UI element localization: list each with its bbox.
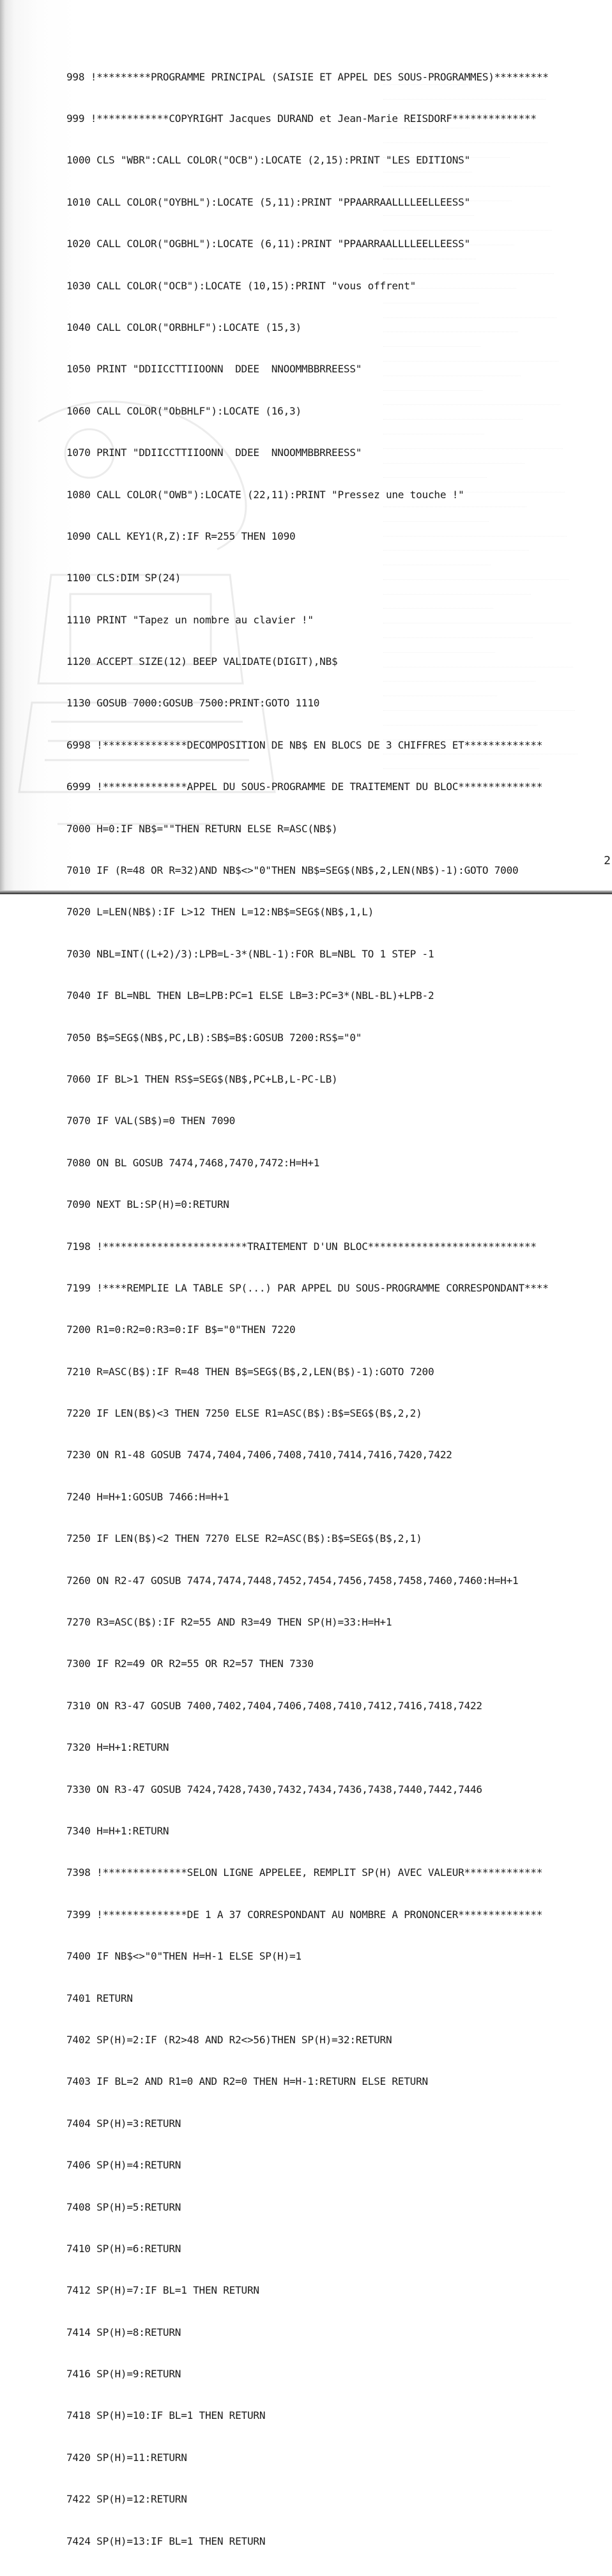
code-line: 1090 CALL KEY1(R,Z):IF R=255 THEN 1090 bbox=[66, 530, 296, 542]
code-line: 1030 CALL COLOR("OCB"):LOCATE (10,15):PRINT "vous offrent" bbox=[66, 279, 417, 292]
code-line: 7408 SP(H)=5:RETURN bbox=[66, 2200, 181, 2213]
page-number: 2 bbox=[604, 854, 611, 867]
code-line: 7410 SP(H)=6:RETURN bbox=[66, 2242, 181, 2255]
code-line: 7420 SP(H)=11:RETURN bbox=[66, 2451, 187, 2464]
scan-bottom-edge bbox=[0, 890, 612, 894]
code-line: 6998 !**************DECOMPOSITION DE NB$ EN BLOCS DE 3 CHIFFRES ET************* bbox=[66, 738, 543, 751]
code-line: 7300 IF R2=49 OR R2=55 OR R2=57 THEN 7330 bbox=[66, 1658, 314, 1670]
code-line: 7270 R3=ASC(B$):IF R2=55 AND R3=49 THEN SP(H)=33:H=H+1 bbox=[66, 1616, 392, 1629]
code-line: 7030 NBL=INT((L+2)/3):LPB=L-3*(NBL-1):FOR BL=NBL TO 1 STEP -1 bbox=[66, 947, 434, 960]
code-line: 7418 SP(H)=10:IF BL=1 THEN RETURN bbox=[66, 2409, 266, 2422]
code-line: 7230 ON R1-48 GOSUB 7474,7404,7406,7408,7410,7414,7416,7420,7422 bbox=[66, 1449, 452, 1461]
code-line: 7406 SP(H)=4:RETURN bbox=[66, 2159, 181, 2172]
code-line: 7402 SP(H)=2:IF (R2>48 AND R2<>56)THEN SP(H)=32:RETURN bbox=[66, 2033, 392, 2046]
code-line: 1020 CALL COLOR("OGBHL"):LOCATE (6,11):PRINT "PPAARRAALLLLEELLEESS" bbox=[66, 238, 470, 250]
code-line: 7060 IF BL>1 THEN RS$=SEG$(NB$,PC+LB,L-PC-LB) bbox=[66, 1072, 338, 1085]
code-line: 7220 IF LEN(B$)<3 THEN 7250 ELSE R1=ASC(B$):B$=SEG$(B$,2,2) bbox=[66, 1407, 422, 1420]
code-line: 1010 CALL COLOR("OYBHL"):LOCATE (5,11):PRINT "PPAARRAALLLLEELLEESS" bbox=[66, 195, 470, 208]
code-line: 7198 !************************TRAITEMENT D'UN BLOC**************************** bbox=[66, 1240, 537, 1253]
code-line: 1080 CALL COLOR("OWB"):LOCATE (22,11):PRINT "Pressez une touche !" bbox=[66, 488, 464, 501]
code-line: 1070 PRINT "DDIICCTTIIOONN DDEE NNOOMMBBRREESS" bbox=[66, 446, 362, 459]
code-line: 7403 IF BL=2 AND R1=0 AND R2=0 THEN H=H-1:RETURN ELSE RETURN bbox=[66, 2075, 428, 2088]
code-line: 1060 CALL COLOR("ObBHLF"):LOCATE (16,3) bbox=[66, 404, 302, 417]
code-line: 7050 B$=SEG$(NB$,PC,LB):SB$=B$:GOSUB 7200:RS$="0" bbox=[66, 1031, 362, 1044]
code-line: 6999 !**************APPEL DU SOUS-PROGRAMME DE TRAITEMENT DU BLOC************** bbox=[66, 781, 543, 793]
code-line: 7250 IF LEN(B$)<2 THEN 7270 ELSE R2=ASC(B$):B$=SEG$(B$,2,1) bbox=[66, 1532, 422, 1545]
code-line: 7200 R1=0:R2=0:R3=0:IF B$="0"THEN 7220 bbox=[66, 1323, 296, 1336]
code-line: 7416 SP(H)=9:RETURN bbox=[66, 2368, 181, 2381]
code-line: 7260 ON R2-47 GOSUB 7474,7474,7448,7452,7454,7456,7458,7458,7460,7460:H=H+1 bbox=[66, 1574, 519, 1587]
code-line: 7090 NEXT BL:SP(H)=0:RETURN bbox=[66, 1198, 229, 1211]
code-line: 7070 IF VAL(SB$)=0 THEN 7090 bbox=[66, 1115, 236, 1127]
code-line: 7020 L=LEN(NB$):IF L>12 THEN L=12:NB$=SEG$(NB$,1,L) bbox=[66, 906, 374, 918]
code-line: 7398 !**************SELON LIGNE APPELEE, REMPLIT SP(H) AVEC VALEUR************* bbox=[66, 1866, 543, 1879]
code-line: 7000 H=0:IF NB$=""THEN RETURN ELSE R=ASC(NB$) bbox=[66, 822, 338, 835]
code-line: 7399 !**************DE 1 A 37 CORRESPONDANT AU NOMBRE A PRONONCER************** bbox=[66, 1908, 543, 1921]
code-line: 7424 SP(H)=13:IF BL=1 THEN RETURN bbox=[66, 2534, 266, 2547]
code-line: 999 !************COPYRIGHT Jacques DURAND et Jean-Marie REISDORF************** bbox=[66, 112, 537, 125]
code-line: 7210 R=ASC(B$):IF R=48 THEN B$=SEG$(B$,2,LEN(B$)-1):GOTO 7200 bbox=[66, 1365, 434, 1378]
code-line: 7401 RETURN bbox=[66, 1992, 133, 2004]
code-line: 7414 SP(H)=8:RETURN bbox=[66, 2326, 181, 2338]
code-line: 7320 H=H+1:RETURN bbox=[66, 1741, 169, 1754]
code-line: 7404 SP(H)=3:RETURN bbox=[66, 2117, 181, 2130]
code-line: 7422 SP(H)=12:RETURN bbox=[66, 2493, 187, 2506]
code-line: 7010 IF (R=48 OR R=32)AND NB$<>"0"THEN NB$=SEG$(NB$,2,LEN(NB$)-1):GOTO 7000 bbox=[66, 864, 519, 877]
code-line: 7310 ON R3-47 GOSUB 7400,7402,7404,7406,7408,7410,7412,7416,7418,7422 bbox=[66, 1699, 482, 1712]
code-line: 1110 PRINT "Tapez un nombre au clavier !" bbox=[66, 613, 314, 626]
code-line: 1050 PRINT "DDIICCTTIIOONN DDEE NNOOMMBBRREESS" bbox=[66, 363, 362, 376]
code-line: 7040 IF BL=NBL THEN LB=LPB:PC=1 ELSE LB=3:PC=3*(NBL-BL)+LPB-2 bbox=[66, 989, 434, 1002]
code-line: 998 !*********PROGRAMME PRINCIPAL (SAISIE ET APPEL DES SOUS-PROGRAMMES)********* bbox=[66, 70, 549, 83]
basic-program-listing bbox=[66, 42, 590, 2576]
code-line: 1000 CLS "WBR":CALL COLOR("OCB"):LOCATE (2,15):PRINT "LES EDITIONS" bbox=[66, 154, 470, 167]
code-line: 7080 ON BL GOSUB 7474,7468,7470,7472:H=H+1 bbox=[66, 1156, 320, 1169]
code-line: 7340 H=H+1:RETURN bbox=[66, 1825, 169, 1837]
code-line: 7330 ON R3-47 GOSUB 7424,7428,7430,7432,7434,7436,7438,7440,7442,7446 bbox=[66, 1783, 482, 1795]
code-line: 7240 H=H+1:GOSUB 7466:H=H+1 bbox=[66, 1490, 229, 1503]
code-line: 1100 CLS:DIM SP(24) bbox=[66, 572, 181, 584]
code-line: 7400 IF NB$<>"0"THEN H=H-1 ELSE SP(H)=1 bbox=[66, 1950, 302, 1963]
code-line: 7412 SP(H)=7:IF BL=1 THEN RETURN bbox=[66, 2284, 259, 2297]
code-line: 1040 CALL COLOR("ORBHLF"):LOCATE (15,3) bbox=[66, 321, 302, 333]
code-line: 1130 GOSUB 7000:GOSUB 7500:PRINT:GOTO 1110 bbox=[66, 697, 320, 710]
code-line: 1120 ACCEPT SIZE(12) BEEP VALIDATE(DIGIT),NB$ bbox=[66, 655, 338, 668]
code-line: 7199 !****REMPLIE LA TABLE SP(...) PAR APPEL DU SOUS-PROGRAMME CORRESPONDANT**** bbox=[66, 1281, 549, 1294]
